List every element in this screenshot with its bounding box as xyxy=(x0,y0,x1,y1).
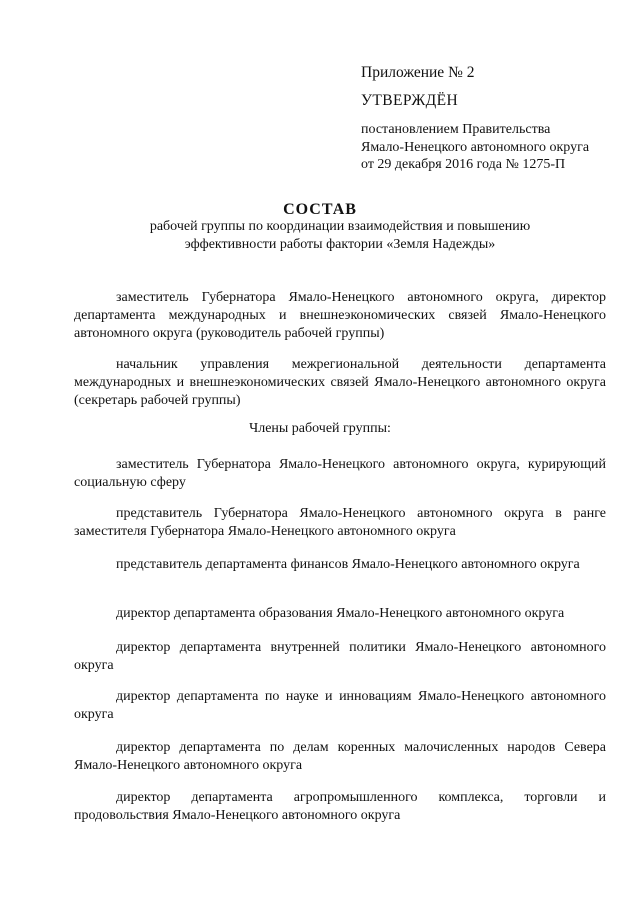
resolution-reference xyxy=(361,121,621,174)
resolution-line: постановлением Правительства xyxy=(361,122,551,137)
member-entry: представитель департамента финансов Ямало-Ненецкого автономного округа xyxy=(116,557,580,572)
member-entry: директор департамента внутренней политики Ямало-Ненецкого автономного округа xyxy=(74,640,606,673)
approval-stamp-text: УТВЕРЖДЁН xyxy=(361,92,459,109)
member-entry: директор департамента образования Ямало-Ненецкого автономного округа xyxy=(116,606,565,621)
resolution-line: от 29 декабря 2016 года № 1275-П xyxy=(361,157,566,172)
document-title: СОСТАВ xyxy=(283,201,357,218)
member-entry: директор департамента агропромышленного комплекса, торговли и продовольствия Ямало-Ненецкого автономного округа xyxy=(74,790,606,823)
members-heading: Члены рабочей группы: xyxy=(249,421,391,436)
document-subtitle: рабочей группы по координации взаимодействия и повышению эффективности работы фактории «Земля Надежды» xyxy=(149,219,531,252)
resolution-line: Ямало-Ненецкого автономного округа xyxy=(361,139,590,155)
member-entry: директор департамента по делам коренных малочисленных народов Севера Ямало-Ненецкого автономного округа xyxy=(74,740,606,773)
leader-entry: заместитель Губернатора Ямало-Ненецкого автономного округа, директор департамента международных и внешнеэкономических связей Ямало-Ненецкого автономного округа (руководитель рабочей группы) xyxy=(74,290,606,341)
member-entry: директор департамента по науке и инновациям Ямало-Ненецкого автономного округа xyxy=(74,689,606,722)
secretary-entry: начальник управления межрегиональной деятельности департамента международных и внешнеэкономических связей Ямало-Ненецкого автономного округа (секретарь рабочей группы) xyxy=(74,357,606,408)
appendix-number: Приложение № 2 xyxy=(361,64,475,81)
member-entry: представитель Губернатора Ямало-Ненецкого автономного округа в ранге заместителя Губернатора Ямало-Ненецкого автономного округа xyxy=(74,506,606,539)
member-entry: заместитель Губернатора Ямало-Ненецкого автономного округа, курирующий социальную сферу xyxy=(74,457,606,490)
